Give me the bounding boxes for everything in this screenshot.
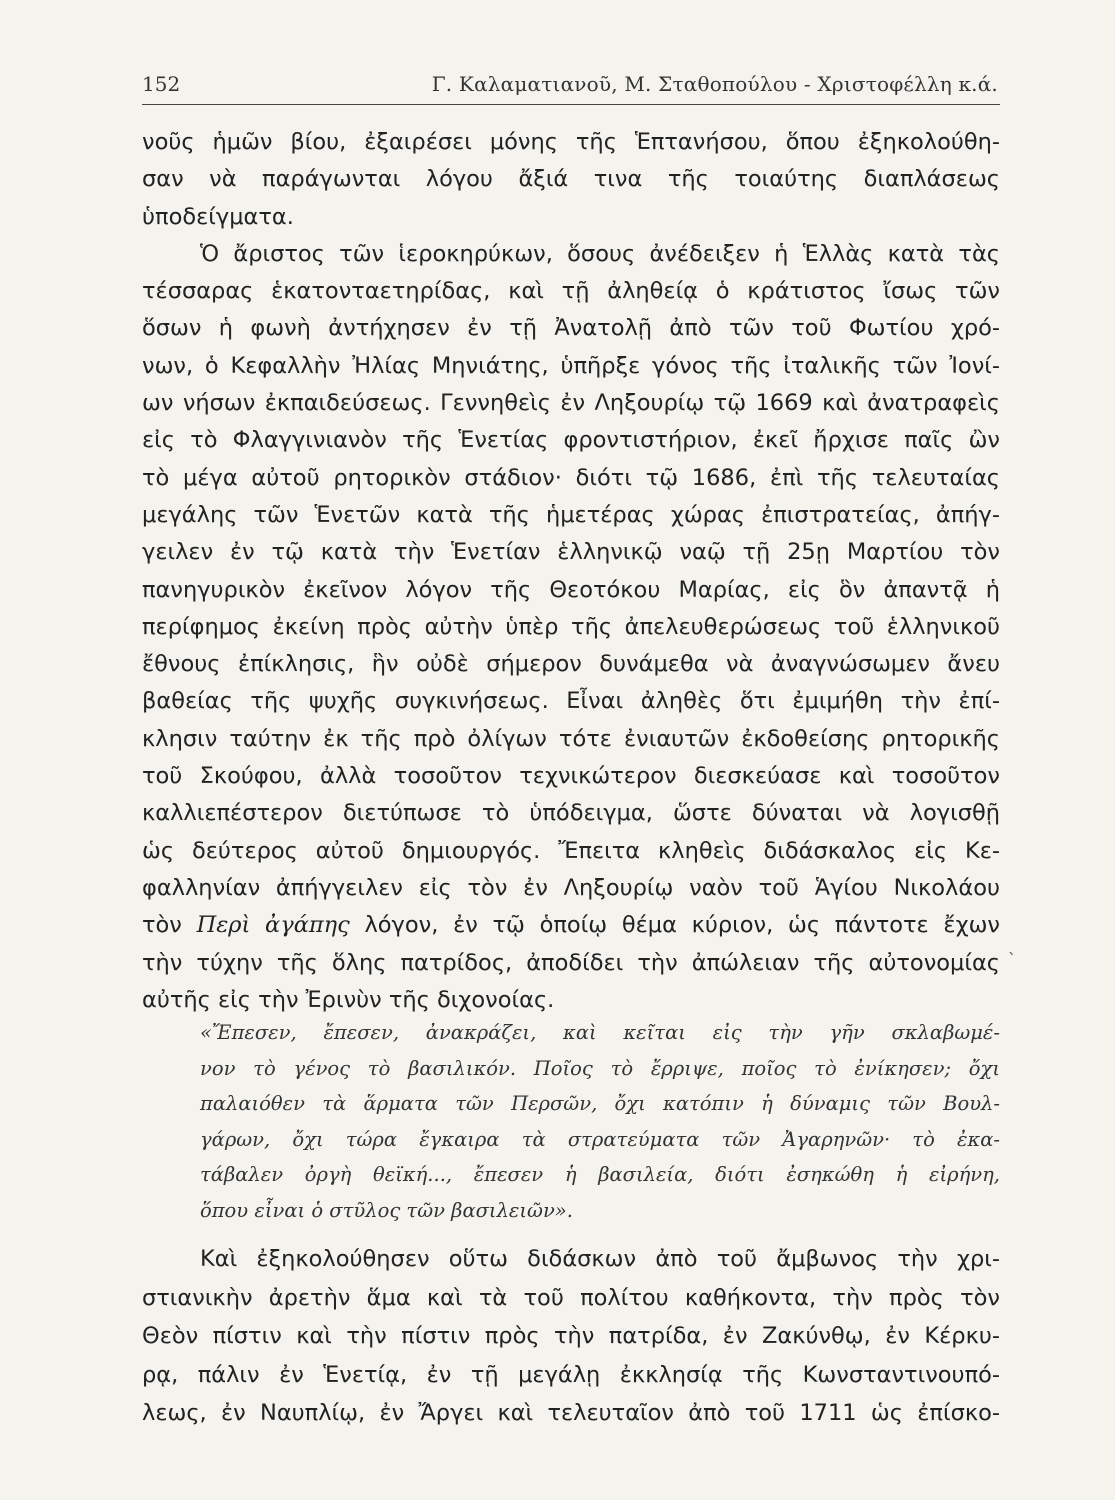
quote-line: νον τὸ γένος τὸ βασιλικόν. Ποῖος τὸ ἔρριψε, ποῖος τὸ ἐνίκησεν; ὄχι [200,1056,1000,1080]
italic-title: Περὶ ἀγάπης [196,912,350,939]
text-line: λεως, ἐν Ναυπλίῳ, ἐν Ἄργει καὶ τελευταῖον ἀπὸ τοῦ 1711 ὡς ἐπίσκο- [142,1400,1000,1427]
text-line: Θεὸν πίστιν καὶ τὴν πίστιν πρὸς τὴν πατρίδα, ἐν Ζακύνθῳ, ἐν Κέρκυ- [142,1323,1000,1350]
text-line: τὸ μέγα αὐτοῦ ρητορικὸν στάδιον· διότι τῷ 1686, ἐπὶ τῆς τελευταίας [142,464,1000,491]
margin-mark: ˎ [1008,936,1016,955]
text-line: γειλεν ἐν τῷ κατὰ τὴν Ἑνετίαν ἑλληνικῷ ναῷ τῇ 25ῃ Μαρτίου τὸν [142,539,1000,566]
text-fragment: τὸν [142,912,197,939]
quote-line: ὅπου εἶναι ὁ στῦλος τῶν βασιλειῶν». [200,1198,573,1222]
text-line: ὑποδείγματα. [142,203,294,230]
text-line: τοῦ Σκούφου, ἀλλὰ τοσοῦτον τεχνικώτερον διεσκεύασε καὶ τοσοῦτον [142,763,1000,790]
closing-text-block [142,1240,1000,1433]
text-line: βαθείας τῆς ψυχῆς συγκινήσεως. Εἶναι ἀληθὲς ὅτι ἐμιμήθη τὴν ἐπί- [142,688,1000,715]
text-line: τέσσαρας ἑκατονταετηρίδας, καὶ τῇ ἀληθείᾳ ὁ κράτιστος ἴσως τῶν [142,278,1000,305]
text-line: στιανικὴν ἀρετὴν ἅμα καὶ τὰ τοῦ πολίτου καθήκοντα, τὴν πρὸς τὸν [142,1284,1000,1311]
page-number: 152 [142,72,181,96]
text-fragment: λόγον, ἐν τῷ ὁποίῳ θέμα κύριον, ὡς πάντοτε ἔχων [349,912,1000,939]
text-line: τὴν τύχην τῆς ὅλης πατρίδος, ἀποδίδει τὴν ἀπώλειαν τῆς αὐτονομίας [142,949,1000,976]
quote-line: τάβαλεν ὀργὴ θεϊκή..., ἔπεσεν ἡ βασιλεία, διότι ἐσηκώθη ἡ εἰρήνη, [200,1163,1000,1186]
text-line: εἰς τὸ Φλαγγινιανὸν τῆς Ἑνετίας φροντιστήριον, ἐκεῖ ἤρχισε παῖς ὢν [142,427,1000,454]
text-line: μεγάλης τῶν Ἑνετῶν κατὰ τῆς ἡμετέρας χώρας ἐπιστρατείας, ἀπήγ- [142,501,1000,528]
text-line-with-italic-title [142,907,1000,944]
text-line: ὅσων ἡ φωνὴ ἀντήχησεν ἐν τῇ Ἀνατολῇ ἀπὸ τῶν τοῦ Φωτίου χρό- [142,315,1000,342]
text-line: νοῦς ἡμῶν βίου, ἐξαιρέσει μόνης τῆς Ἑπτανήσου, ὅπου ἐξηκολούθη- [142,129,1000,155]
running-head: Γ. Καλαματιανοῦ, Μ. Σταθοπούλου - Χριστοφέλλη κ.ά. [431,72,998,96]
page-header [142,70,1000,105]
text-line: νων, ὁ Κεφαλλὴν Ἠλίας Μηνιάτης, ὑπῆρξε γόνος τῆς ἰταλικῆς τῶν Ἰονί- [142,352,1000,379]
text-line: ἔθνους ἐπίκλησις, ἣν οὐδὲ σήμερον δυνάμεθα νὰ ἀναγνώσωμεν ἄνευ [142,651,1000,678]
text-line: ων νήσων ἐκπαιδεύσεως. Γεννηθεὶς ἐν Ληξουρίῳ τῷ 1669 καὶ ἀνατραφεὶς [142,390,1000,417]
text-line: σαν νὰ παράγωνται λόγου ἄξιά τινα τῆς τοιαύτης διαπλάσεως [142,166,1000,193]
text-line: περίφημος ἐκείνη πρὸς αὐτὴν ὑπὲρ τῆς ἀπελευθερώσεως τοῦ ἑλληνικοῦ [142,613,1000,640]
text-line: κλησιν ταύτην ἐκ τῆς πρὸ ὀλίγων τότε ἐνιαυτῶν ἐκδοθείσης ρητορικῆς [142,725,1000,752]
main-text-block [142,124,1000,1019]
text-line: Καὶ ἐξηκολούθησεν οὕτω διδάσκων ἀπὸ τοῦ ἄμβωνος τὴν χρι- [200,1246,1000,1272]
quote-line: γάρων, ὄχι τώρα ἔγκαιρα τὰ στρατεύματα τῶν Ἀγαρηνῶν· τὸ ἐκα- [200,1127,1000,1151]
block-quote [200,1015,1000,1228]
quote-line: παλαιόθεν τὰ ἅρματα τῶν Περσῶν, ὄχι κατόπιν ἡ δύναμις τῶν Βουλ- [200,1092,1000,1115]
text-line: καλλιεπέστερον διετύπωσε τὸ ὑπόδειγμα, ὥστε δύναται νὰ λογισθῇ [142,800,1000,827]
text-line: ρᾳ, πάλιν ἐν Ἑνετίᾳ, ἐν τῇ μεγάλῃ ἐκκλησίᾳ τῆς Κωνσταντινουπό- [142,1361,1000,1388]
text-line: ὡς δεύτερος αὐτοῦ δημιουργός. Ἔπειτα κληθεὶς διδάσκαλος εἰς Κε- [142,837,1000,864]
quote-line: «Ἔπεσεν, ἔπεσεν, ἀνακράζει, καὶ κεῖται εἰς τὴν γῆν σκλαβωμέ- [200,1021,1000,1044]
text-line: φαλληνίαν ἀπήγγειλεν εἰς τὸν ἐν Ληξουρίῳ ναὸν τοῦ Ἁγίου Νικολάου [142,874,1000,901]
text-line: αὐτῆς εἰς τὴν Ἐρινὺν τῆς διχονοίας. [142,986,555,1013]
text-line: Ὁ ἄριστος τῶν ἱεροκηρύκων, ὅσους ἀνέδειξεν ἡ Ἑλλὰς κατὰ τὰς [200,240,1000,267]
text-line: πανηγυρικὸν ἐκεῖνον λόγον τῆς Θεοτόκου Μαρίας, εἰς ὃν ἀπαντᾷ ἡ [142,576,1000,603]
